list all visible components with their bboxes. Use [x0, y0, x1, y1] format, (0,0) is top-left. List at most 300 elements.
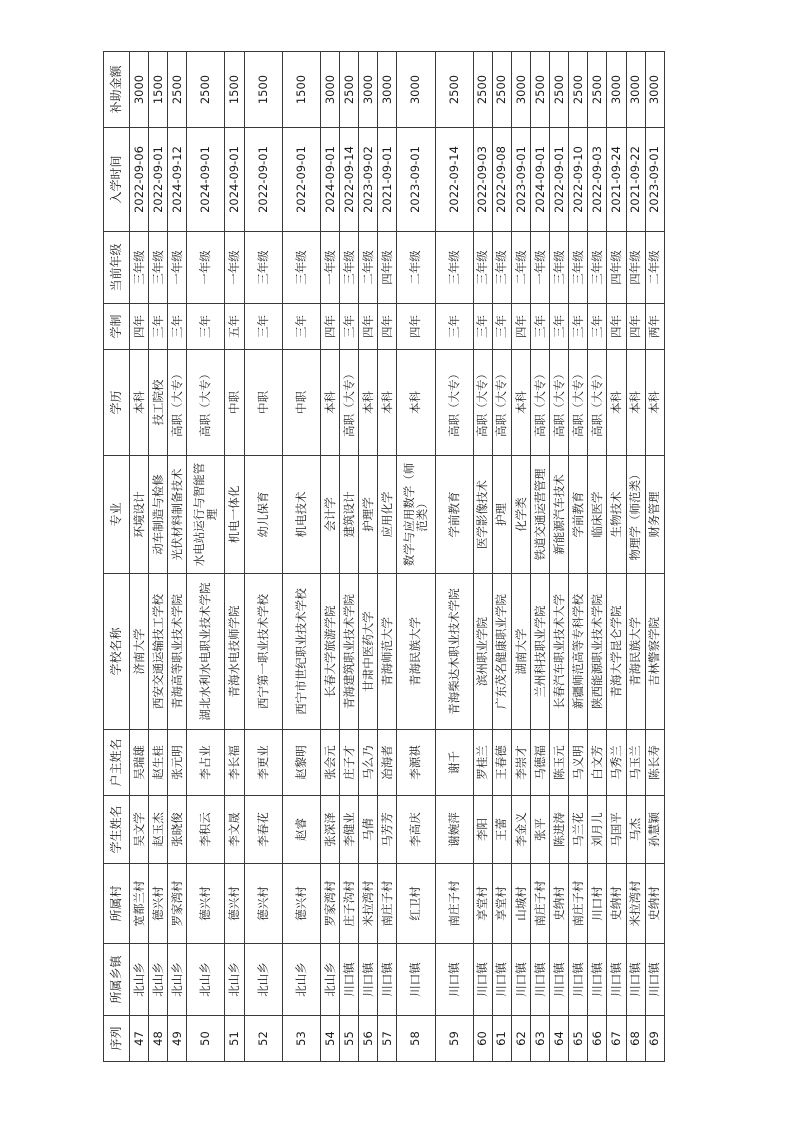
cell-student: 张晓俊 [168, 796, 187, 864]
cell-amount: 2500 [531, 52, 550, 128]
table-row [187, 52, 225, 1062]
cell-town: 川口镇 [378, 944, 397, 1016]
cell-town: 川口镇 [569, 944, 588, 1016]
cell-seq: 51 [225, 1016, 244, 1062]
cell-school: 青海建筑职业技术学院 [340, 574, 359, 730]
cell-grade: 四年级 [607, 232, 626, 304]
cell-town: 川口镇 [645, 944, 664, 1016]
cell-school: 西安交通运输技工学校 [149, 574, 168, 730]
cell-school: 兰州科技职业学院 [531, 574, 550, 730]
cell-edu: 本科 [607, 350, 626, 456]
cell-major: 水电站运行与智能管理 [187, 456, 225, 574]
cell-village: 德兴村 [282, 864, 320, 944]
cell-head: 罗桂兰 [473, 730, 492, 796]
cell-head: 庄子才 [340, 730, 359, 796]
cell-years: 四年 [378, 304, 397, 350]
cell-edu: 本科 [130, 350, 149, 456]
cell-edu: 本科 [320, 350, 339, 456]
cell-seq: 60 [473, 1016, 492, 1062]
table-row [168, 52, 187, 1062]
cell-town: 川口镇 [607, 944, 626, 1016]
cell-years: 四年 [359, 304, 378, 350]
cell-student: 陈进涛 [550, 796, 569, 864]
cell-head: 吴瑞雄 [130, 730, 149, 796]
cell-major: 学前教育 [435, 456, 473, 574]
cell-years: 四年 [320, 304, 339, 350]
cell-edu: 中职 [282, 350, 320, 456]
cell-village: 德兴村 [149, 864, 168, 944]
table-row [359, 52, 378, 1062]
cell-amount: 1500 [282, 52, 320, 128]
cell-student: 马倩 [359, 796, 378, 864]
cell-village: 南庄子村 [569, 864, 588, 944]
cell-town: 川口镇 [435, 944, 473, 1016]
cell-seq: 50 [187, 1016, 225, 1062]
cell-years: 四年 [130, 304, 149, 350]
cell-head: 赵黎明 [282, 730, 320, 796]
cell-village: 南庄子村 [531, 864, 550, 944]
table-row [511, 52, 530, 1062]
cell-edu: 本科 [359, 350, 378, 456]
cell-amount: 3000 [320, 52, 339, 128]
cell-amount: 1500 [225, 52, 244, 128]
cell-student: 李积云 [187, 796, 225, 864]
cell-school: 广东茂名健康职业学院 [492, 574, 511, 730]
cell-head: 张会元 [320, 730, 339, 796]
cell-town: 川口镇 [359, 944, 378, 1016]
cell-edu: 技工院校 [149, 350, 168, 456]
cell-years: 三年 [550, 304, 569, 350]
cell-head: 白文芳 [588, 730, 607, 796]
cell-town: 川口镇 [492, 944, 511, 1016]
cell-edu: 高职（大专） [435, 350, 473, 456]
cell-village: 宽都兰村 [130, 864, 149, 944]
cell-edu: 高职（大专） [473, 350, 492, 456]
table-row [320, 52, 339, 1062]
table-row [397, 52, 435, 1062]
cell-major: 物理学（师范类） [626, 456, 645, 574]
cell-school: 吉林警察学院 [645, 574, 664, 730]
cell-major: 财务管理 [645, 456, 664, 574]
cell-seq: 54 [320, 1016, 339, 1062]
cell-amount: 3000 [397, 52, 435, 128]
cell-enroll: 2023-09-01 [511, 128, 530, 232]
table-row [340, 52, 359, 1062]
cell-years: 三年 [149, 304, 168, 350]
cell-student: 赵睿 [282, 796, 320, 864]
cell-enroll: 2024-09-01 [187, 128, 225, 232]
cell-years: 四年 [626, 304, 645, 350]
table-row [569, 52, 588, 1062]
table-row [607, 52, 626, 1062]
cell-seq: 62 [511, 1016, 530, 1062]
cell-school: 青海民族大学 [397, 574, 435, 730]
cell-edu: 高职（大专） [550, 350, 569, 456]
cell-major: 光伏材料制备技术 [168, 456, 187, 574]
cell-town: 北山乡 [130, 944, 149, 1016]
cell-amount: 2500 [168, 52, 187, 128]
col-header: 所属村 [104, 864, 130, 944]
cell-town: 川口镇 [511, 944, 530, 1016]
table-row [435, 52, 473, 1062]
cell-enroll: 2022-09-08 [492, 128, 511, 232]
cell-enroll: 2024-09-12 [168, 128, 187, 232]
cell-major: 医学影像技术 [473, 456, 492, 574]
cell-town: 川口镇 [340, 944, 359, 1016]
cell-edu: 高职（大专） [168, 350, 187, 456]
cell-major: 化学类 [511, 456, 530, 574]
cell-enroll: 2023-09-01 [397, 128, 435, 232]
cell-seq: 56 [359, 1016, 378, 1062]
cell-town: 北山乡 [187, 944, 225, 1016]
col-header: 学校名称 [104, 574, 130, 730]
cell-years: 两年 [645, 304, 664, 350]
cell-village: 米拉湾村 [626, 864, 645, 944]
cell-years: 三年 [588, 304, 607, 350]
cell-student: 吴文学 [130, 796, 149, 864]
cell-school: 西宁市世纪职业技术学校 [282, 574, 320, 730]
cell-student: 马国平 [607, 796, 626, 864]
cell-enroll: 2024-09-01 [320, 128, 339, 232]
cell-school: 甘肃中医药大学 [359, 574, 378, 730]
col-header: 户主姓名 [104, 730, 130, 796]
cell-grade: 三年级 [550, 232, 569, 304]
cell-village: 南庄子村 [435, 864, 473, 944]
header-row [104, 52, 130, 1062]
cell-head: 李更业 [244, 730, 282, 796]
cell-head: 赵生桂 [149, 730, 168, 796]
cell-major: 应用化学 [378, 456, 397, 574]
cell-town: 北山乡 [320, 944, 339, 1016]
cell-amount: 2500 [435, 52, 473, 128]
cell-years: 三年 [435, 304, 473, 350]
cell-student: 马芳芳 [378, 796, 397, 864]
cell-town: 北山乡 [149, 944, 168, 1016]
cell-amount: 1500 [244, 52, 282, 128]
cell-village: 享堂村 [473, 864, 492, 944]
table-row [626, 52, 645, 1062]
cell-head: 谢千 [435, 730, 473, 796]
col-header: 学制 [104, 304, 130, 350]
cell-enroll: 2022-09-10 [569, 128, 588, 232]
cell-major: 临床医学 [588, 456, 607, 574]
cell-years: 五年 [225, 304, 244, 350]
cell-village: 红卫村 [397, 864, 435, 944]
cell-student: 张平 [531, 796, 550, 864]
cell-head: 李源祺 [397, 730, 435, 796]
cell-head: 冶海者 [378, 730, 397, 796]
cell-grade: 三年级 [588, 232, 607, 304]
cell-grade: 一年级 [531, 232, 550, 304]
cell-enroll: 2022-09-01 [244, 128, 282, 232]
cell-town: 川口镇 [473, 944, 492, 1016]
cell-school: 湖南大学 [511, 574, 530, 730]
cell-grade: 三年级 [569, 232, 588, 304]
cell-years: 四年 [511, 304, 530, 350]
cell-edu: 高职（大专） [340, 350, 359, 456]
cell-enroll: 2021-09-22 [626, 128, 645, 232]
cell-village: 南庄子村 [378, 864, 397, 944]
cell-years: 四年 [397, 304, 435, 350]
cell-major: 环境设计 [130, 456, 149, 574]
cell-edu: 高职（大专） [492, 350, 511, 456]
cell-major: 护理学 [359, 456, 378, 574]
cell-village: 德兴村 [244, 864, 282, 944]
cell-town: 北山乡 [244, 944, 282, 1016]
cell-school: 青海水电技师学院 [225, 574, 244, 730]
cell-village: 德兴村 [225, 864, 244, 944]
cell-years: 三年 [244, 304, 282, 350]
cell-enroll: 2022-09-01 [282, 128, 320, 232]
cell-edu: 高职（大专） [588, 350, 607, 456]
cell-enroll: 2023-09-02 [359, 128, 378, 232]
table-row [149, 52, 168, 1062]
cell-grade: 三年级 [282, 232, 320, 304]
cell-seq: 68 [626, 1016, 645, 1062]
cell-head: 张元明 [168, 730, 187, 796]
cell-student: 李金义 [511, 796, 530, 864]
cell-amount: 2500 [588, 52, 607, 128]
cell-amount: 3000 [359, 52, 378, 128]
cell-head: 王春德 [492, 730, 511, 796]
cell-enroll: 2023-09-01 [645, 128, 664, 232]
cell-major: 动车制造与检修 [149, 456, 168, 574]
cell-years: 三年 [340, 304, 359, 350]
cell-town: 川口镇 [626, 944, 645, 1016]
cell-head: 李占业 [187, 730, 225, 796]
cell-student: 张深泽 [320, 796, 339, 864]
cell-amount: 2500 [187, 52, 225, 128]
table-row [225, 52, 244, 1062]
cell-enroll: 2024-09-01 [531, 128, 550, 232]
cell-school: 湖北水利水电职业技术学院 [187, 574, 225, 730]
cell-major: 学前教育 [569, 456, 588, 574]
cell-major: 铁道交通运营管理 [531, 456, 550, 574]
cell-village: 山城村 [511, 864, 530, 944]
cell-head: 马玉兰 [626, 730, 645, 796]
cell-amount: 2500 [550, 52, 569, 128]
cell-amount: 3000 [626, 52, 645, 128]
cell-student: 谢婉萍 [435, 796, 473, 864]
cell-enroll: 2024-09-01 [225, 128, 244, 232]
cell-school: 西宁第一职业技术学校 [244, 574, 282, 730]
cell-amount: 2500 [492, 52, 511, 128]
cell-head: 陈长寿 [645, 730, 664, 796]
cell-seq: 67 [607, 1016, 626, 1062]
cell-amount: 3000 [607, 52, 626, 128]
cell-village: 庄子沟村 [340, 864, 359, 944]
cell-student: 马杰 [626, 796, 645, 864]
cell-amount: 2500 [473, 52, 492, 128]
cell-school: 青海柴达木职业技术学院 [435, 574, 473, 730]
table-row [492, 52, 511, 1062]
cell-school: 青海大学昆仑学院 [607, 574, 626, 730]
cell-enroll: 2021-09-01 [378, 128, 397, 232]
cell-school: 青海师范大学 [378, 574, 397, 730]
cell-head: 马德福 [531, 730, 550, 796]
cell-seq: 64 [550, 1016, 569, 1062]
cell-school: 济南大学 [130, 574, 149, 730]
cell-student: 李高庆 [397, 796, 435, 864]
cell-seq: 65 [569, 1016, 588, 1062]
table-row [588, 52, 607, 1062]
cell-student: 孙慧颖 [645, 796, 664, 864]
cell-head: 李崇才 [511, 730, 530, 796]
cell-village: 史纳村 [550, 864, 569, 944]
cell-amount: 2500 [340, 52, 359, 128]
cell-grade: 四年级 [626, 232, 645, 304]
cell-enroll: 2022-09-01 [149, 128, 168, 232]
cell-enroll: 2022-09-14 [340, 128, 359, 232]
table-row [473, 52, 492, 1062]
cell-student: 李健业 [340, 796, 359, 864]
cell-enroll: 2022-09-14 [435, 128, 473, 232]
cell-grade: 二年级 [359, 232, 378, 304]
cell-years: 三年 [492, 304, 511, 350]
col-header: 专业 [104, 456, 130, 574]
cell-town: 北山乡 [282, 944, 320, 1016]
cell-village: 罗家湾村 [320, 864, 339, 944]
cell-edu: 本科 [626, 350, 645, 456]
cell-enroll: 2022-09-03 [473, 128, 492, 232]
cell-years: 四年 [607, 304, 626, 350]
cell-years: 三年 [187, 304, 225, 350]
cell-enroll: 2022-09-01 [550, 128, 569, 232]
cell-edu: 本科 [378, 350, 397, 456]
cell-student: 赵玉杰 [149, 796, 168, 864]
cell-amount: 3000 [645, 52, 664, 128]
cell-seq: 52 [244, 1016, 282, 1062]
cell-years: 三年 [569, 304, 588, 350]
cell-school: 长春大学旅游学院 [320, 574, 339, 730]
cell-edu: 本科 [397, 350, 435, 456]
cell-amount: 3000 [511, 52, 530, 128]
cell-town: 川口镇 [531, 944, 550, 1016]
cell-town: 川口镇 [550, 944, 569, 1016]
cell-seq: 58 [397, 1016, 435, 1062]
col-header: 序列 [104, 1016, 130, 1062]
cell-grade: 三年级 [340, 232, 359, 304]
cell-school: 青海高等职业技术学院 [168, 574, 187, 730]
cell-seq: 61 [492, 1016, 511, 1062]
cell-head: 马秀兰 [607, 730, 626, 796]
cell-village: 川口村 [588, 864, 607, 944]
cell-enroll: 2022-09-06 [130, 128, 149, 232]
table-row [531, 52, 550, 1062]
cell-major: 护理 [492, 456, 511, 574]
table-row [645, 52, 664, 1062]
col-header: 当前年级 [104, 232, 130, 304]
cell-head: 马么乃 [359, 730, 378, 796]
cell-grade: 三年级 [492, 232, 511, 304]
cell-edu: 高职（大专） [531, 350, 550, 456]
table-row [378, 52, 397, 1062]
subsidy-table [103, 51, 665, 1062]
cell-major: 新能源汽车技术 [550, 456, 569, 574]
cell-student: 李文晟 [225, 796, 244, 864]
cell-seq: 53 [282, 1016, 320, 1062]
cell-town: 川口镇 [588, 944, 607, 1016]
cell-edu: 中职 [244, 350, 282, 456]
cell-seq: 49 [168, 1016, 187, 1062]
cell-student: 李阳 [473, 796, 492, 864]
cell-major: 数学与应用数学（师范类） [397, 456, 435, 574]
cell-head: 马义明 [569, 730, 588, 796]
cell-village: 史纳村 [645, 864, 664, 944]
table-row [244, 52, 282, 1062]
cell-edu: 高职（大专） [187, 350, 225, 456]
cell-grade: 三年级 [149, 232, 168, 304]
cell-village: 德兴村 [187, 864, 225, 944]
cell-grade: 二年级 [511, 232, 530, 304]
cell-seq: 59 [435, 1016, 473, 1062]
cell-town: 川口镇 [397, 944, 435, 1016]
cell-enroll: 2022-09-03 [588, 128, 607, 232]
cell-major: 会计学 [320, 456, 339, 574]
cell-years: 三年 [473, 304, 492, 350]
cell-major: 机电一体化 [225, 456, 244, 574]
cell-major: 建筑设计 [340, 456, 359, 574]
cell-town: 北山乡 [225, 944, 244, 1016]
cell-grade: 三年级 [473, 232, 492, 304]
cell-village: 享堂村 [492, 864, 511, 944]
cell-town: 北山乡 [168, 944, 187, 1016]
cell-seq: 57 [378, 1016, 397, 1062]
cell-edu: 高职（大专） [569, 350, 588, 456]
table-row [130, 52, 149, 1062]
cell-seq: 47 [130, 1016, 149, 1062]
cell-seq: 48 [149, 1016, 168, 1062]
cell-grade: 二年级 [397, 232, 435, 304]
cell-head: 陈玉元 [550, 730, 569, 796]
cell-amount: 2500 [569, 52, 588, 128]
cell-grade: 一年级 [187, 232, 225, 304]
cell-village: 史纳村 [607, 864, 626, 944]
cell-village: 罗家湾村 [168, 864, 187, 944]
cell-student: 李春花 [244, 796, 282, 864]
cell-school: 长春汽车职业技术大学 [550, 574, 569, 730]
cell-seq: 55 [340, 1016, 359, 1062]
cell-school: 新疆师范高等专科学校 [569, 574, 588, 730]
cell-student: 马兰花 [569, 796, 588, 864]
cell-amount: 3000 [378, 52, 397, 128]
cell-grade: 四年级 [378, 232, 397, 304]
cell-years: 三年 [168, 304, 187, 350]
cell-edu: 本科 [511, 350, 530, 456]
table-row [550, 52, 569, 1062]
col-header: 补助金额 [104, 52, 130, 128]
cell-seq: 69 [645, 1016, 664, 1062]
cell-head: 李长福 [225, 730, 244, 796]
table-row [282, 52, 320, 1062]
cell-grade: 二年级 [645, 232, 664, 304]
cell-years: 三年 [531, 304, 550, 350]
cell-grade: 三年级 [130, 232, 149, 304]
cell-grade: 一年级 [168, 232, 187, 304]
col-header: 入学时间 [104, 128, 130, 232]
cell-major: 生物技术 [607, 456, 626, 574]
cell-school: 青海民族大学 [626, 574, 645, 730]
cell-grade: 一年级 [320, 232, 339, 304]
cell-student: 王蕾 [492, 796, 511, 864]
col-header: 学生姓名 [104, 796, 130, 864]
col-header: 所属乡镇 [104, 944, 130, 1016]
col-header: 学历 [104, 350, 130, 456]
cell-major: 机电技术 [282, 456, 320, 574]
cell-edu: 本科 [645, 350, 664, 456]
cell-years: 三年 [282, 304, 320, 350]
cell-school: 滨州职业学院 [473, 574, 492, 730]
